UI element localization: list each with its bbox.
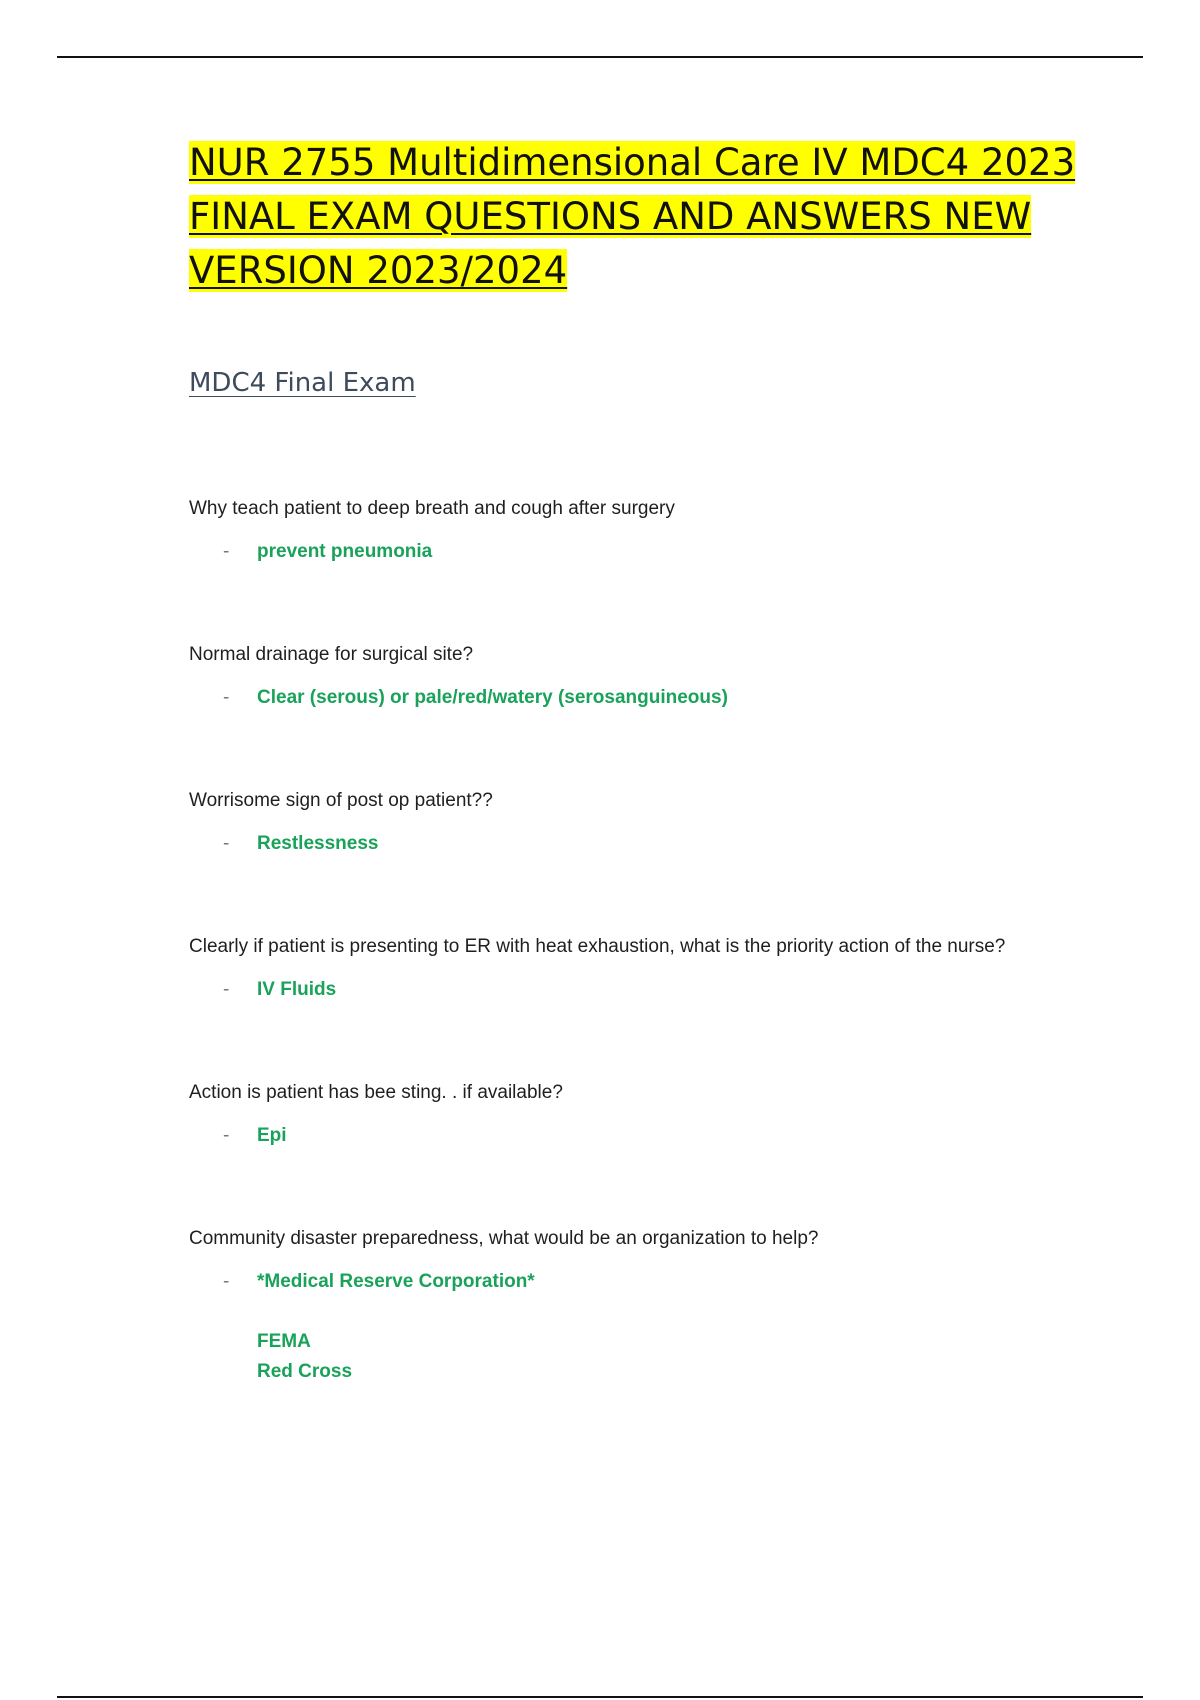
question-text: Why teach patient to deep breath and cough after surgery xyxy=(189,498,675,519)
document-body xyxy=(189,136,1089,1459)
title-line: VERSION 2023/2024 xyxy=(189,249,568,292)
qa-item xyxy=(189,931,1089,1005)
answer-item xyxy=(189,975,1089,1005)
answer-extra-text: Red Cross xyxy=(257,1361,353,1382)
list-dash: - xyxy=(223,541,230,562)
qa-item xyxy=(189,493,1089,567)
qa-item xyxy=(189,1077,1089,1151)
qa-item xyxy=(189,785,1089,859)
qa-item xyxy=(189,1223,1089,1387)
qa-list xyxy=(189,493,1089,1387)
question-text: Community disaster preparedness, what would be an organization to help? xyxy=(189,1228,819,1249)
section-heading: MDC4 Final Exam xyxy=(189,368,416,398)
page-bottom-rule xyxy=(57,1696,1143,1698)
title-line: NUR 2755 Multidimensional Care IV MDC4 2023 xyxy=(189,141,1076,184)
list-dash: - xyxy=(223,979,230,1000)
question-text: Normal drainage for surgical site? xyxy=(189,644,474,665)
document-title xyxy=(189,136,1089,298)
answer-text: IV Fluids xyxy=(257,979,337,1000)
answer-text: Epi xyxy=(257,1125,287,1146)
answer-text: Restlessness xyxy=(257,833,379,854)
qa-item xyxy=(189,639,1089,713)
answer-extra-text: FEMA xyxy=(257,1331,311,1352)
answer-item xyxy=(189,1121,1089,1151)
answer-item xyxy=(189,537,1089,567)
list-dash: - xyxy=(223,687,230,708)
answer-text: prevent pneumonia xyxy=(257,541,433,562)
answer-text: Clear (serous) or pale/red/watery (serosanguineous) xyxy=(257,687,728,708)
answer-item xyxy=(189,829,1089,859)
page-top-rule xyxy=(57,56,1143,58)
title-line: FINAL EXAM QUESTIONS AND ANSWERS NEW xyxy=(189,195,1032,238)
list-dash: - xyxy=(223,833,230,854)
answer-item xyxy=(189,683,1089,713)
answer-extra-list xyxy=(257,1327,1089,1387)
list-dash: - xyxy=(223,1271,230,1292)
list-dash: - xyxy=(223,1125,230,1146)
question-text: Action is patient has bee sting. . if available? xyxy=(189,1082,563,1103)
question-text: Worrisome sign of post op patient?? xyxy=(189,790,493,811)
answer-item xyxy=(189,1267,1089,1387)
question-text: Clearly if patient is presenting to ER with heat exhaustion, what is the priority action of the nurse? xyxy=(189,936,1006,957)
answer-text: *Medical Reserve Corporation* xyxy=(257,1271,535,1292)
